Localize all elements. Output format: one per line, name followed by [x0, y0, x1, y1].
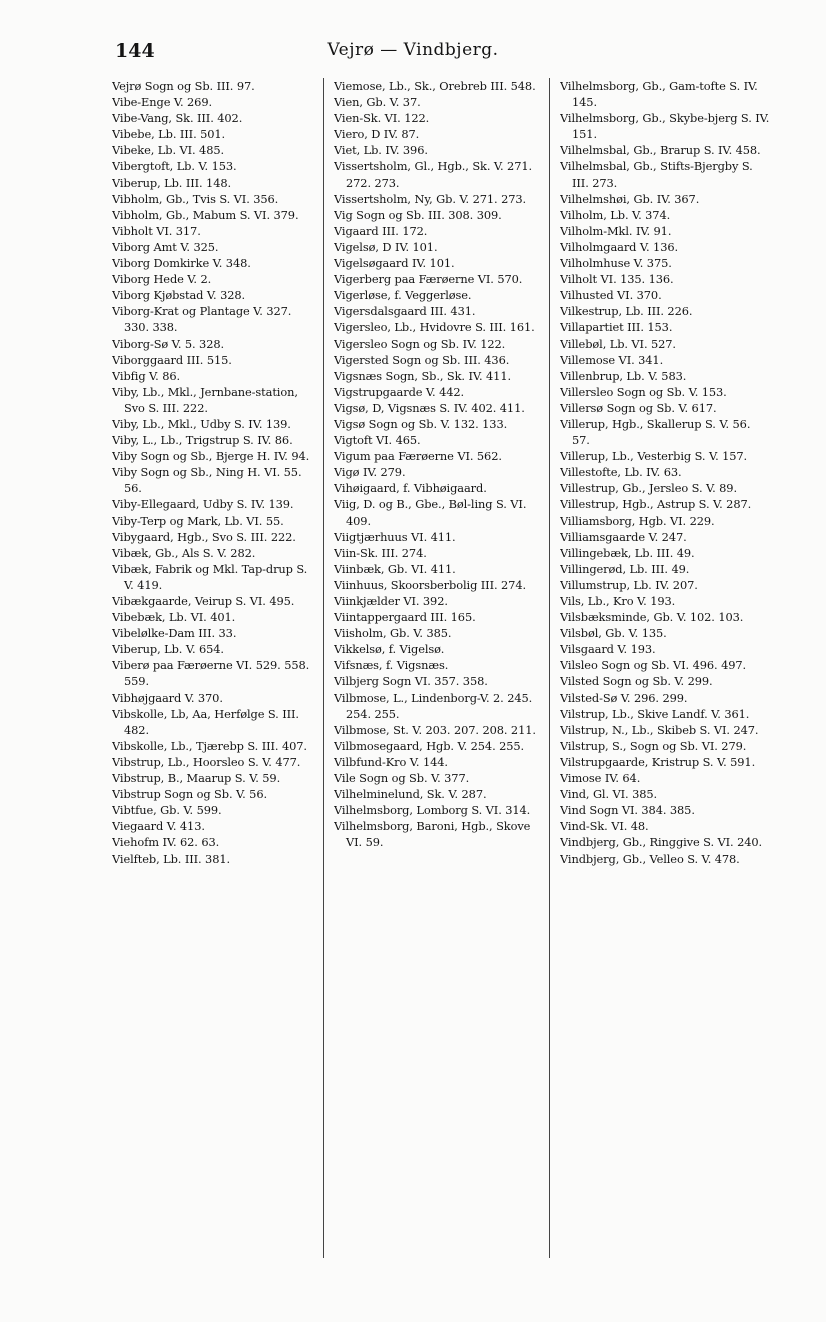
index-entry: Vigersdalsgaard III. 431. — [334, 304, 476, 319]
index-entry: Villemose VI. 341. — [560, 352, 664, 367]
index-entry: Villestrup, Hgb., Astrup S. V. 287. — [560, 497, 752, 512]
index-entry: Vilsted-Sø V. 296. 299. — [560, 690, 688, 705]
index-entry: Viby-Ellegaard, Udby S. IV. 139. — [112, 497, 294, 512]
index-entry: Viintappergaard III. 165. — [334, 610, 476, 625]
index-entry: Viinbæk, Gb. VI. 411. — [334, 561, 456, 576]
index-entry: Vimose IV. 64. — [560, 771, 641, 786]
index-entry: Viby, Lb., Mkl., Udby S. IV. 139. — [112, 416, 291, 431]
index-entry: Vibeke, Lb. VI. 485. — [112, 143, 225, 158]
index-entry: Vind Sogn VI. 384. 385. — [560, 803, 695, 818]
index-entry: Vibæk, Gb., Als S. V. 282. — [112, 545, 256, 560]
index-entry: Vilbmosegaard, Hgb. V. 254. 255. — [334, 738, 525, 753]
index-entry: Vibelølke-Dam III. 33. — [112, 626, 237, 641]
index-entry: Viby, Lb., Mkl., Jernbane-station, Svo S. III. 222. — [112, 384, 298, 415]
index-entry: Vikkelsø, f. Vigelsø. — [334, 642, 445, 657]
index-entry: Vigsø Sogn og Sb. V. 132. 133. — [334, 416, 508, 431]
index-entry: Vilhelmsborg, Baroni, Hgb., Skove VI. 59. — [334, 819, 531, 850]
index-entry: Vibæk, Fabrik og Mkl. Tap-drup S. V. 419. — [112, 561, 308, 592]
index-entry: Vigsø, D, Vigsnæs S. IV. 402. 411. — [334, 400, 525, 415]
index-entry: Vigersleo Sogn og Sb. IV. 122. — [334, 336, 506, 351]
index-entry: Vilholt VI. 135. 136. — [560, 272, 674, 287]
index-entry: Vilbjerg Sogn VI. 357. 358. — [334, 674, 488, 689]
index-entry: Vilsgaard V. 193. — [560, 642, 656, 657]
index-entry: Vigerberg paa Færøerne VI. 570. — [334, 272, 523, 287]
index-entry: Vigersted Sogn og Sb. III. 436. — [334, 352, 510, 367]
index-entry: Vilbfund-Kro V. 144. — [334, 754, 448, 769]
index-entry: Viig, D. og B., Gbe., Bøl-ling S. VI. 409. — [334, 497, 527, 528]
index-entry: Vilhelmsborg, Lomborg S. VI. 314. — [334, 803, 531, 818]
index-entry: Vilhelmsbal, Gb., Stifts-Bjergby S. III. 273. — [560, 159, 753, 190]
index-entry: Vibskolle, Lb, Aa, Herfølge S. III. 482. — [112, 706, 299, 737]
index-entry: Viberø paa Færøerne VI. 529. 558. 559. — [112, 658, 310, 689]
index-column-2 — [334, 78, 540, 1258]
index-entry: Vibe-Enge V. 269. — [112, 95, 212, 110]
index-entry: Viegaard V. 413. — [112, 819, 205, 834]
index-entry: Vigum paa Færøerne VI. 562. — [334, 449, 502, 464]
index-entry: Villiamsgaarde V. 247. — [560, 529, 687, 544]
page-number: 144 — [115, 40, 155, 62]
index-entry: Vigsnæs Sogn, Sb., Sk. IV. 411. — [334, 368, 511, 383]
index-entry: Viborg Kjøbstad V. 328. — [112, 288, 246, 303]
index-entry: Villumstrup, Lb. IV. 207. — [560, 577, 698, 592]
index-entry: Vibtfue, Gb. V. 599. — [112, 803, 222, 818]
index-entry: Vigaard III. 172. — [334, 223, 428, 238]
index-entry: Vien, Gb. V. 37. — [334, 95, 421, 110]
index-entry: Viet, Lb. IV. 396. — [334, 143, 428, 158]
index-entry: Vig Sogn og Sb. III. 308. 309. — [334, 207, 502, 222]
index-entry: Vibækgaarde, Veirup S. VI. 495. — [112, 594, 295, 608]
index-entry: Vilhelmshøi, Gb. IV. 367. — [560, 191, 700, 206]
index-entry: Vilholmgaard V. 136. — [560, 239, 679, 254]
page-header — [0, 40, 826, 70]
index-entry: Vilbmose, St. V. 203. 207. 208. 211. — [334, 722, 536, 737]
index-entry: Viinhuus, Skoorsberbolig III. 274. — [334, 577, 526, 592]
index-entry: Vilhelmsbal, Gb., Brarup S. IV. 458. — [560, 143, 761, 158]
index-entry: Vilhelminelund, Sk. V. 287. — [334, 787, 487, 802]
index-entry: Vibe-Vang, Sk. III. 402. — [112, 111, 243, 126]
index-entry: Vifsnæs, f. Vigsnæs. — [334, 658, 449, 673]
index-entry: Vilsted Sogn og Sb. V. 299. — [560, 674, 713, 689]
index-entry: Viborg Domkirke V. 348. — [112, 256, 251, 271]
index-entry: Vibholm, Gb., Mabum S. VI. 379. — [112, 207, 299, 222]
index-entry: Viby Sogn og Sb., Bjerge H. IV. 94. — [112, 449, 310, 464]
index-entry: Vind-Sk. VI. 48. — [560, 819, 649, 834]
index-entry: Vigelsøgaard IV. 101. — [334, 256, 455, 271]
index-entry: Vibskolle, Lb., Tjærebp S. III. 407. — [112, 738, 307, 753]
index-entry: Vilholmhuse V. 375. — [560, 256, 672, 271]
index-entry: Vilsleo Sogn og Sb. VI. 496. 497. — [560, 658, 747, 673]
index-entry: Villapartiet III. 153. — [560, 320, 673, 335]
index-entry: Viborg-Krat og Plantage V. 327. 330. 338. — [112, 304, 292, 335]
index-entry: Vilsbøl, Gb. V. 135. — [560, 626, 667, 641]
index-entry: Vissertsholm, Ny, Gb. V. 271. 273. — [334, 191, 527, 206]
index-entry: Vilholm, Lb. V. 374. — [560, 207, 671, 222]
index-entry: Vilstrup, Lb., Skive Landf. V. 361. — [560, 706, 750, 721]
index-entry: Vibhøjgaard V. 370. — [112, 690, 223, 705]
index-entry: Vigelsø, D IV. 101. — [334, 239, 438, 254]
index-entry: Vilhusted VI. 370. — [560, 288, 662, 303]
index-entry: Vibfig V. 86. — [112, 368, 181, 383]
index-entry: Vissertsholm, Gl., Hgb., Sk. V. 271. 272. 273. — [334, 159, 533, 190]
index-entry: Viborggaard III. 515. — [112, 352, 232, 367]
index-entry: Vilholm-Mkl. IV. 91. — [560, 223, 672, 238]
index-entry: Villingerød, Lb. III. 49. — [560, 561, 690, 576]
index-entry: Villingebæk, Lb. III. 49. — [560, 545, 695, 560]
index-entry: Vilhelmsborg, Gb., Gam-tofte S. IV. 145. — [560, 79, 758, 110]
index-entry: Vibebæk, Lb. VI. 401. — [112, 610, 236, 625]
index-entry: Viehofm IV. 62. 63. — [112, 835, 220, 850]
index-entry: Vibstrup, B., Maarup S. V. 59. — [112, 771, 281, 786]
index-entry: Vilstrupgaarde, Kristrup S. V. 591. — [560, 754, 756, 769]
index-entry: Viby Sogn og Sb., Ning H. VI. 55. 56. — [112, 465, 302, 496]
index-entry: Vilhelmsborg, Gb., Skybe-bjerg S. IV. 151. — [560, 111, 770, 142]
index-entry: Viby, L., Lb., Trigstrup S. IV. 86. — [112, 433, 293, 448]
index-entry: Viinkjælder VI. 392. — [334, 594, 448, 608]
index-entry: Vindbjerg, Gb., Velleo S. V. 478. — [560, 851, 740, 866]
index-entry: Vilkestrup, Lb. III. 226. — [560, 304, 693, 319]
index-entry: Villiamsborg, Hgb. VI. 229. — [560, 513, 715, 528]
index-entry: Viemose, Lb., Sk., Orebreb III. 548. — [334, 79, 536, 93]
index-column-3 — [560, 78, 770, 1258]
index-entry: Vibstrup, Lb., Hoorsleo S. V. 477. — [112, 754, 301, 769]
index-entry: Viborg Amt V. 325. — [112, 239, 219, 254]
index-entry: Viby-Terp og Mark, Lb. VI. 55. — [112, 513, 284, 528]
index-entry: Vielfteb, Lb. III. 381. — [112, 851, 231, 866]
index-entry: Vils, Lb., Kro V. 193. — [560, 594, 676, 608]
index-entry: Vigtoft VI. 465. — [334, 433, 421, 448]
index-entry: Vigø IV. 279. — [334, 465, 406, 480]
index-entry: Vilstrup, S., Sogn og Sb. VI. 279. — [560, 738, 747, 753]
index-entry: Vigerløse, f. Veggerløse. — [334, 288, 472, 303]
index-entry: Vilstrup, N., Lb., Skibeb S. VI. 247. — [560, 722, 759, 737]
index-entry: Vibholm, Gb., Tvis S. VI. 356. — [112, 191, 279, 206]
index-entry: Vindbjerg, Gb., Ringgive S. VI. 240. — [560, 835, 763, 850]
index-entry: Viberup, Lb. III. 148. — [112, 175, 232, 190]
index-entry: Vind, Gl. VI. 385. — [560, 787, 658, 802]
index-entry: Vibstrup Sogn og Sb. V. 56. — [112, 787, 267, 802]
index-entry: Viborg-Sø V. 5. 328. — [112, 336, 225, 351]
index-entry: Vile Sogn og Sb. V. 377. — [334, 771, 470, 786]
index-entry: Vihøigaard, f. Vibhøigaard. — [334, 481, 487, 496]
index-entry: Vien-Sk. VI. 122. — [334, 111, 430, 126]
index-entry: Viigtjærhuus VI. 411. — [334, 529, 456, 544]
index-entry: Viberup, Lb. V. 654. — [112, 642, 224, 657]
index-entry: Villerup, Hgb., Skallerup S. V. 56. 57. — [560, 416, 751, 448]
column-divider — [549, 78, 550, 1258]
index-entry: Viisholm, Gb. V. 385. — [334, 626, 452, 641]
index-entry: Villebøl, Lb. VI. 527. — [560, 336, 676, 351]
index-entry: Vilbmose, L., Lindenborg-V. 2. 245. 254. 255. — [334, 690, 533, 721]
index-entry: Vejrø Sogn og Sb. III. 97. — [112, 79, 255, 93]
index-entry: Vigersleo, Lb., Hvidovre S. III. 161. — [334, 320, 535, 335]
index-entry: Villestrup, Gb., Jersleo S. V. 89. — [560, 481, 737, 496]
index-entry: Viin-Sk. III. 274. — [334, 545, 427, 560]
index-entry: Vibygaard, Hgb., Svo S. III. 222. — [112, 529, 296, 544]
index-entry: Vibholt VI. 317. — [112, 223, 201, 238]
index-entry: Villestofte, Lb. IV. 63. — [560, 465, 682, 480]
index-entry: Villerup, Lb., Vesterbig S. V. 157. — [560, 449, 748, 464]
index-entry: Vibergtoft, Lb. V. 153. — [112, 159, 237, 174]
index-entry: Villenbrup, Lb. V. 583. — [560, 368, 687, 383]
index-entry: Viero, D IV. 87. — [334, 127, 420, 142]
index-entry: Villersø Sogn og Sb. V. 617. — [560, 400, 717, 415]
index-entry: Vigstrupgaarde V. 442. — [334, 384, 465, 399]
index-entry: Villersleo Sogn og Sb. V. 153. — [560, 384, 727, 399]
running-title: Vejrø — Vindbjerg. — [327, 40, 499, 60]
index-columns — [112, 78, 770, 1258]
index-entry: Vilsbæksminde, Gb. V. 102. 103. — [560, 610, 744, 625]
index-entry: Vibebe, Lb. III. 501. — [112, 127, 226, 142]
index-column-1 — [112, 78, 310, 1258]
column-divider — [323, 78, 324, 1258]
index-entry: Viborg Hede V. 2. — [112, 272, 212, 287]
